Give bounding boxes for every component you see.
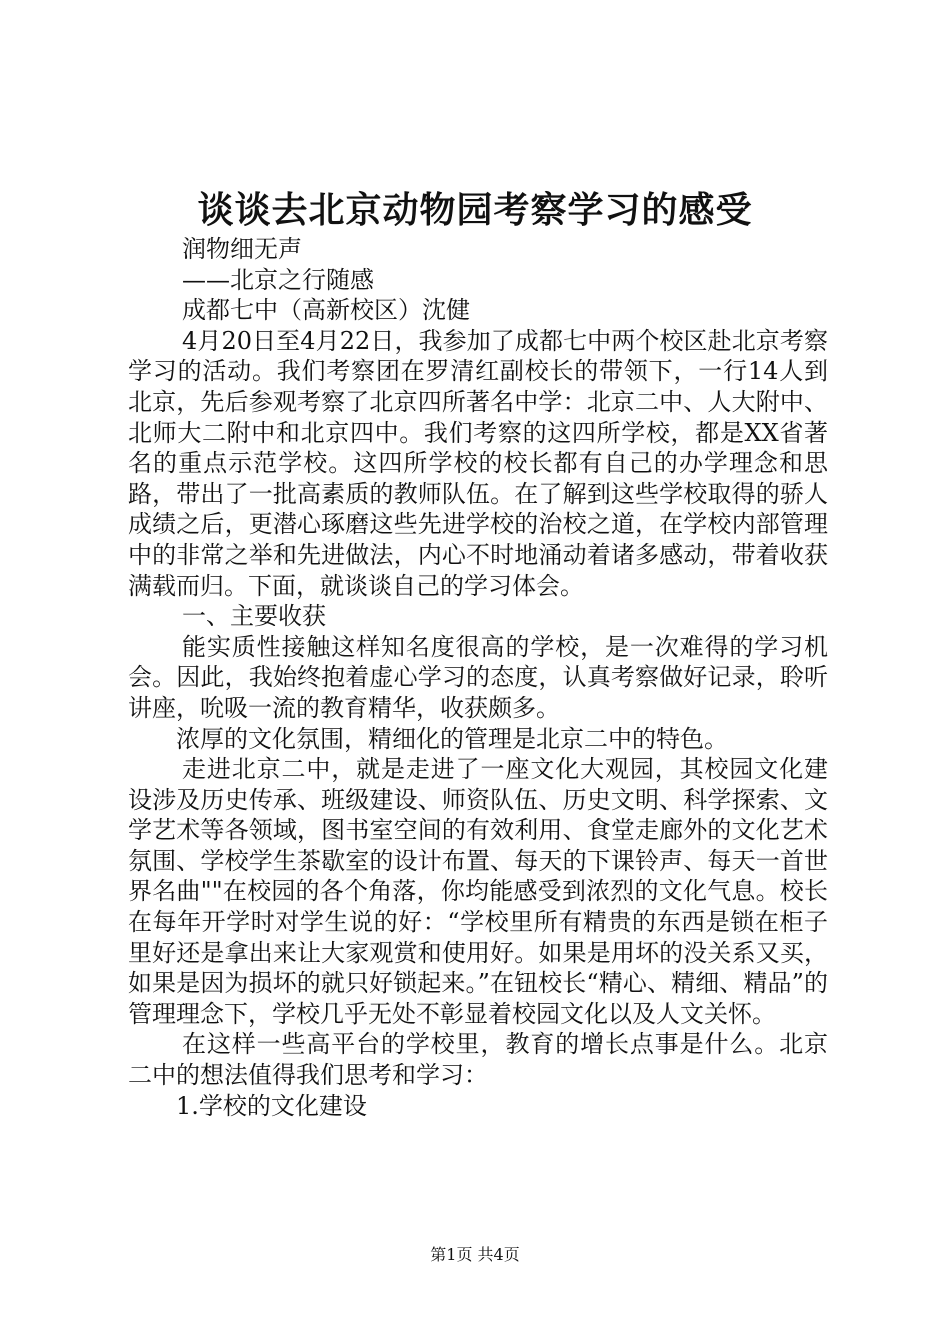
- body-paragraph: 浓厚的文化氛围，精细化的管理是北京二中的特色。: [176, 724, 728, 753]
- section-heading: 一、主要收获: [182, 602, 326, 631]
- body-paragraph: 4月20日至4月22日，我参加了成都七中两个校区赴北京考察学习的活动。我们考察团在罗清红副校长的带领下，一行14人到北京，先后参观考察了北京四所著名中学：北京二中、人大附中、北师大二附中和北京四中。我们考察的这四所学校，都是XX省著名的重点示范学校。这四所学校的校长都有自己的办学理念和思路，带出了一批高素质的教师队伍。在了解到这些学校取得的骄人成绩之后，更潜心琢磨这些先进学校的治校之道，在学校内部管理中的非常之举和先进做法，内心不时地涌动着诸多感动，带着收获满载而归。下面，就谈谈自己的学习体会。: [128, 326, 828, 600]
- page-footer: 第1页 共4页: [430, 1245, 520, 1264]
- document-title: 谈谈去北京动物园考察学习的感受: [197, 189, 753, 231]
- author-line: 成都七中（高新校区）沈健: [182, 296, 470, 325]
- list-item: 1.学校的文化建设: [176, 1091, 367, 1120]
- body-paragraph: 在这样一些高平台的学校里，教育的增长点事是什么。北京二中的想法值得我们思考和学习：: [128, 1030, 828, 1090]
- body-paragraph: 能实质性接触这样知名度很高的学校，是一次难得的学习机会。因此，我始终抱着虚心学习的态度，认真考察做好记录，聆听讲座，吮吸一流的教育精华，收获颇多。: [128, 632, 828, 722]
- subtitle-line: ——北京之行随感: [182, 265, 374, 294]
- subtitle-line: 润物细无声: [182, 235, 302, 263]
- body-paragraph: 走进北京二中，就是走进了一座文化大观园，其校园文化建设涉及历史传承、班级建设、师资队伍、历史文明、科学探索、文学艺术等各领域，图书室空间的有效利用、食堂走廊外的文化艺术氛围、学校学生茶歇室的设计布置、每天的下课铃声、每天一首世界名曲""在校园的各个角落，你均能感受到浓烈的文化气息。校长在每年开学时对学生说的好：“学校里所有精贵的东西是锁在柜子里好还是拿出来让大家观赏和使用好。如果是用坏的没关系又买，如果是因为损坏的就只好锁起来。”在钮校长“精心、精细、精品”的管理理念下，学校几乎无处不彰显着校园文化以及人文关怀。: [128, 755, 828, 1028]
- document-body: [128, 234, 828, 1121]
